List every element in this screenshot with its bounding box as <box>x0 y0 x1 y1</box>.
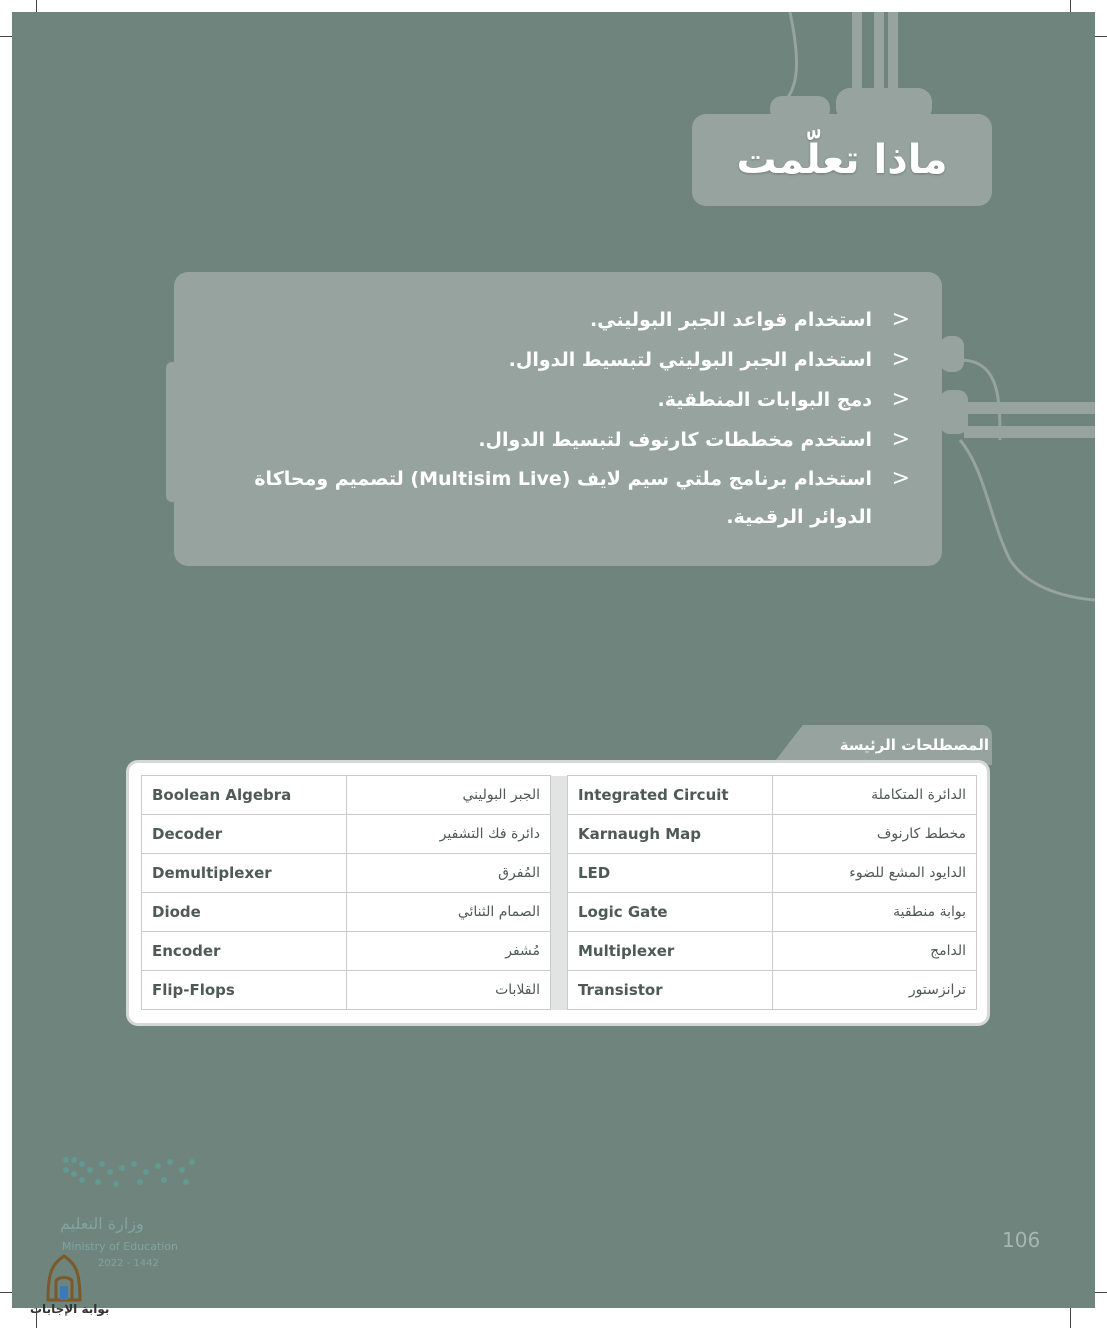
column-separator <box>551 893 568 932</box>
term-arabic: دائرة فك التشفير <box>346 815 550 854</box>
term-arabic: المُفرق <box>346 854 550 893</box>
chevron-left-icon: < <box>891 387 910 412</box>
term-arabic: مخطط كارنوف <box>772 815 976 854</box>
chevron-left-icon: < <box>891 307 910 332</box>
ministry-name-ar: وزارة التعليم <box>60 1214 144 1233</box>
terms-row <box>142 776 977 815</box>
column-separator <box>551 815 568 854</box>
objective-item <box>232 460 910 536</box>
term-english: Transistor <box>567 971 772 1010</box>
column-separator <box>551 854 568 893</box>
ministry-name-en: Ministry of Education <box>62 1240 179 1253</box>
title-banner <box>692 114 992 206</box>
terms-row <box>142 893 977 932</box>
term-english: Logic Gate <box>567 893 772 932</box>
term-arabic: الجبر البوليني <box>346 776 550 815</box>
term-arabic: الدائرة المتكاملة <box>772 776 976 815</box>
term-arabic: ترانزستور <box>772 971 976 1010</box>
chevron-left-icon: < <box>891 427 910 452</box>
objective-text: استخدام قواعد الجبر البوليني. <box>589 309 872 331</box>
ministry-logo-icon <box>52 1150 202 1210</box>
objective-text: استخدام الجبر البوليني لتبسيط الدوال. <box>508 349 872 371</box>
terms-row <box>142 815 977 854</box>
term-english: Boolean Algebra <box>142 776 347 815</box>
term-arabic: الدايود المشع للضوء <box>772 854 976 893</box>
terms-heading: المصطلحات الرئيسة <box>839 736 989 754</box>
term-arabic: بوابة منطقية <box>772 893 976 932</box>
term-arabic: الدامج <box>772 932 976 971</box>
objectives-list <box>232 300 910 536</box>
terms-row <box>142 971 977 1010</box>
term-english: Encoder <box>142 932 347 971</box>
objective-text: استخدام برنامج ملتي سيم لايف (Multisim Live) لتصميم ومحاكاة الدوائر الرقمية. <box>254 468 872 528</box>
objective-item <box>232 380 910 420</box>
term-english: Diode <box>142 893 347 932</box>
site-label: بوابة الإجابات <box>30 1302 110 1316</box>
terms-table <box>141 775 977 1010</box>
term-arabic: القلابات <box>346 971 550 1010</box>
terms-row <box>142 854 977 893</box>
term-arabic: مُشفر <box>346 932 550 971</box>
objective-item <box>232 300 910 340</box>
term-english: Multiplexer <box>567 932 772 971</box>
objective-item <box>232 340 910 380</box>
objective-text: دمج البوابات المنطقية. <box>657 389 872 411</box>
page-title: ماذا تعلّمت <box>736 137 948 183</box>
term-arabic: الصمام الثنائي <box>346 893 550 932</box>
term-english: Demultiplexer <box>142 854 347 893</box>
term-english: Integrated Circuit <box>567 776 772 815</box>
page-number: 106 <box>1002 1228 1041 1252</box>
term-english: LED <box>567 854 772 893</box>
terms-row <box>142 932 977 971</box>
term-english: Karnaugh Map <box>567 815 772 854</box>
ministry-year: 2022 - 1442 <box>98 1258 159 1269</box>
objectives-panel <box>174 272 942 566</box>
chevron-left-icon: < <box>891 347 910 372</box>
column-separator <box>551 971 568 1010</box>
site-logo-icon <box>42 1254 86 1302</box>
objective-text: استخدم مخططات كارنوف لتبسيط الدوال. <box>478 429 872 451</box>
column-separator <box>551 932 568 971</box>
column-separator <box>551 776 568 815</box>
objective-item <box>232 420 910 460</box>
term-english: Decoder <box>142 815 347 854</box>
chevron-left-icon: < <box>891 466 910 491</box>
term-english: Flip-Flops <box>142 971 347 1010</box>
